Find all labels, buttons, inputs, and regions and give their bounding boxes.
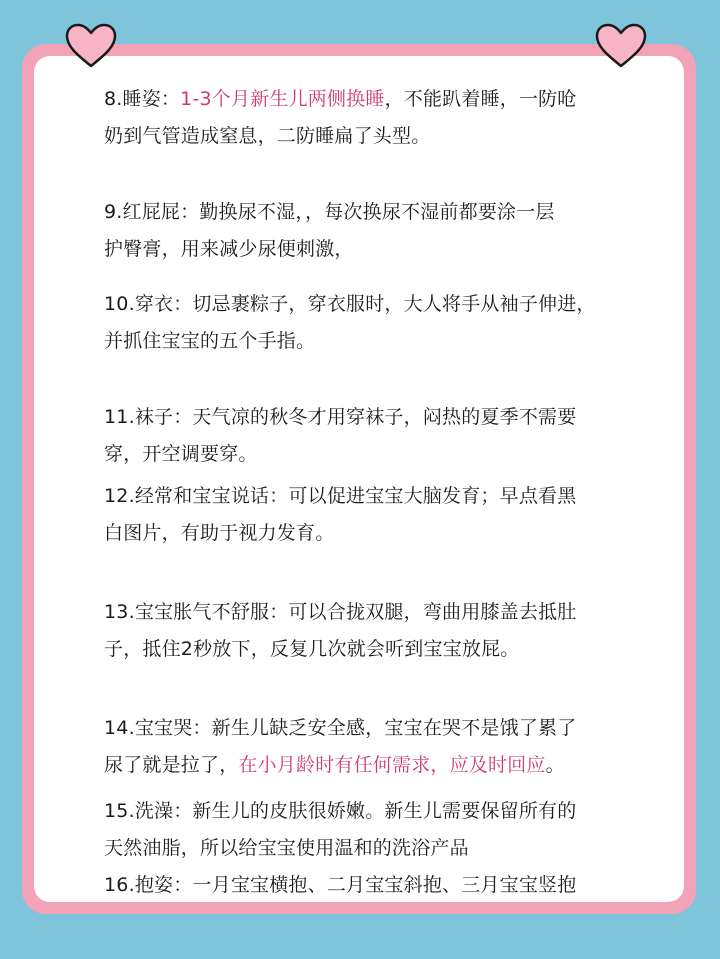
heart-icon (594, 22, 648, 70)
tip-line: 13.宝宝胀气不舒服：可以合拢双腿，弯曲用膝盖去抵肚 (104, 601, 577, 623)
heart-icon (64, 22, 118, 70)
tip-line: 穿，开空调要穿。 (104, 443, 258, 465)
tip-line: 16.抱姿：一月宝宝横抱、二月宝宝斜抱、三月宝宝竖抱 (104, 874, 577, 896)
tip-line: 12.经常和宝宝说话：可以促进宝宝大脑发育；早点看黑 (104, 485, 577, 507)
tip-line: 15.洗澡：新生儿的皮肤很娇嫩。新生儿需要保留所有的 (104, 800, 577, 822)
tip-line: 14.宝宝哭：新生儿缺乏安全感，宝宝在哭不是饿了累了 (104, 717, 577, 739)
tip-line: 8.睡姿：1-3个月新生儿两侧换睡，不能趴着睡，一防呛 (104, 88, 577, 110)
tip-line: 护臀膏，用来减少尿便刺激， (104, 238, 354, 260)
content-card (22, 44, 696, 914)
tip-line: 并抓住宝宝的五个手指。 (104, 330, 316, 352)
tip-line: 10.穿衣：切忌裹粽子，穿衣服时，大人将手从袖子伸进， (104, 293, 596, 315)
tip-line: 尿了就是拉了，在小月龄时有任何需求，应及时回应。 (104, 754, 565, 776)
tip-line: 11.袜子：天气凉的秋冬才用穿袜子，闷热的夏季不需要 (104, 406, 577, 428)
tip-line: 天然油脂，所以给宝宝使用温和的洗浴产品 (104, 837, 469, 859)
tip-line: 9.红屁屁：勤换尿不湿，，每次换尿不湿前都要涂一层 (104, 201, 555, 223)
tip-line: 白图片，有助于视力发育。 (104, 522, 335, 544)
tip-line: 奶到气管造成窒息，二防睡扁了头型。 (104, 125, 431, 147)
tip-line: 子，抵住2秒放下，反复几次就会听到宝宝放屁。 (104, 638, 520, 660)
